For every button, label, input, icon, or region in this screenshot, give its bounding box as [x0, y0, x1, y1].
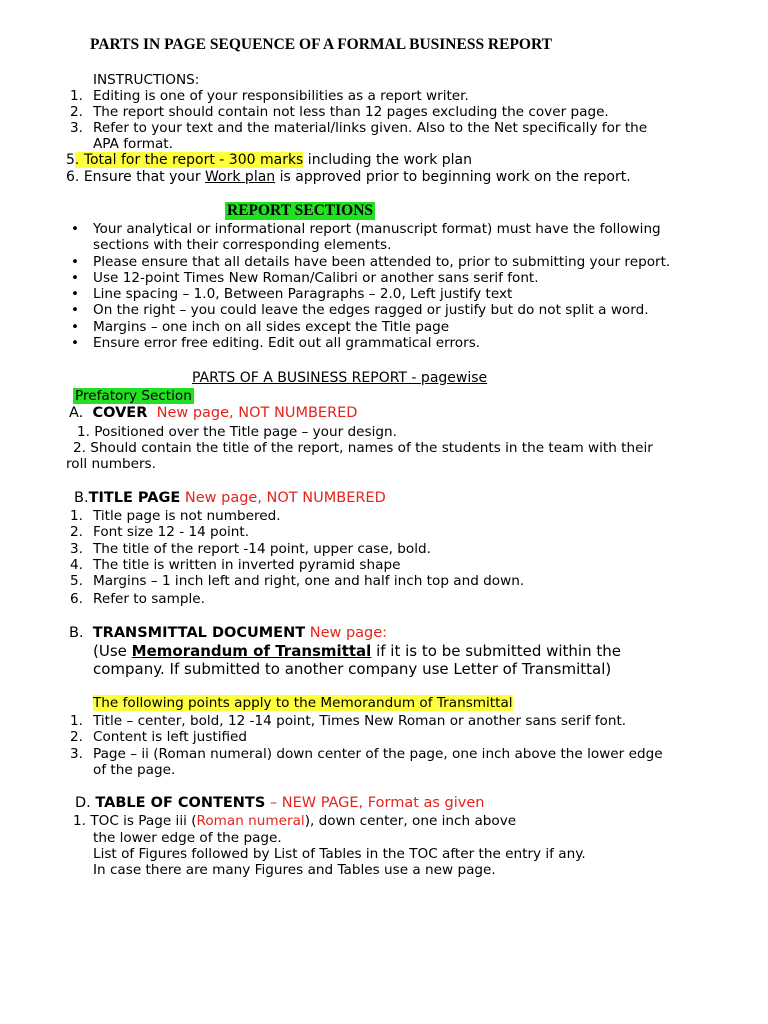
bullet-text: Ensure error free editing. Edit out all grammatical errors.	[93, 335, 481, 351]
work-plan-underlined: Work plan	[205, 169, 276, 185]
roman-numeral-note: Roman numeral	[196, 813, 305, 829]
section-title: TABLE OF CONTENTS	[95, 795, 266, 811]
bullet-icon: •	[71, 335, 80, 351]
title-page-num: 3.	[70, 541, 83, 557]
title-page-item: Refer to sample.	[93, 591, 205, 607]
instruction-num: 6.	[66, 169, 80, 185]
instruction-text: The report should contain not less than 12 pages excluding the cover page.	[93, 104, 609, 120]
transmittal-text: (Use	[93, 642, 132, 660]
section-note: New page, NOT NUMBERED	[184, 490, 386, 506]
instruction-num: 2.	[70, 104, 83, 120]
instruction-num: 1.	[70, 88, 83, 104]
bullet-icon: •	[71, 254, 80, 270]
transmittal-line: company. If submitted to another company use Letter of Transmittal)	[93, 660, 612, 678]
transmittal-num: 3.	[70, 746, 83, 762]
bullet-icon: •	[71, 221, 80, 237]
instruction-item-6	[66, 169, 631, 185]
toc-text: TOC is Page iii (	[90, 813, 197, 829]
instruction-item-5	[66, 152, 472, 168]
toc-heading	[75, 795, 484, 811]
bullet-icon: •	[71, 286, 80, 302]
memorandum-highlight: The following points apply to the Memorandum of Transmittal	[93, 695, 513, 711]
bullet-text: On the right – you could leave the edges ragged or justify but do not split a word.	[93, 302, 649, 318]
bullet-text: Please ensure that all details have been attended to, prior to submitting your report.	[93, 254, 671, 270]
toc-num: 1.	[73, 813, 86, 829]
transmittal-heading	[69, 625, 387, 641]
title-page-item: The title is written in inverted pyramid shape	[93, 557, 401, 573]
section-letter: B.	[74, 490, 89, 506]
section-title: TRANSMITTAL DOCUMENT	[92, 625, 306, 641]
transmittal-item: Page – ii (Roman numeral) down center of the page, one inch above the lower edge	[93, 746, 663, 762]
marks-highlight: . Total for the report - 300 marks	[74, 152, 304, 168]
transmittal-num: 1.	[70, 713, 83, 729]
cover-heading	[69, 405, 357, 421]
title-page-item: Title page is not numbered.	[93, 508, 281, 524]
toc-line: In case there are many Figures and Tables use a new page.	[93, 862, 496, 878]
parts-heading: PARTS OF A BUSINESS REPORT - pagewise	[192, 370, 488, 386]
section-letter: B.	[69, 625, 84, 641]
prefatory-section-label: Prefatory Section	[75, 388, 192, 404]
bullet-text: Margins – one inch on all sides except the Title page	[93, 319, 450, 335]
title-page-heading	[74, 490, 386, 506]
toc-item	[73, 813, 516, 829]
instruction-text: Editing is one of your responsibilities as a report writer.	[93, 88, 469, 104]
bullet-icon: •	[71, 319, 80, 335]
document-title: PARTS IN PAGE SEQUENCE OF A FORMAL BUSINESS REPORT	[90, 36, 552, 53]
transmittal-text: if it is to be submitted within the	[371, 642, 621, 660]
instruction-text-continued: APA format.	[93, 136, 173, 152]
instruction-text: Ensure that your	[83, 169, 206, 185]
section-letter: D.	[75, 795, 91, 811]
title-page-item: Font size 12 - 14 point.	[93, 524, 250, 540]
instruction-num: 3.	[70, 120, 83, 136]
transmittal-num: 2.	[70, 729, 83, 745]
cover-item: 1. Positioned over the Title page – your design.	[77, 424, 397, 440]
bullet-text-continued: sections with their corresponding elements.	[93, 237, 392, 253]
bullet-icon: •	[71, 270, 80, 286]
section-note: New page:	[309, 625, 388, 641]
toc-line: the lower edge of the page.	[93, 830, 282, 846]
title-page-num: 1.	[70, 508, 83, 524]
toc-line: List of Figures followed by List of Tables in the TOC after the entry if any.	[93, 846, 586, 862]
bullet-text: Use 12-point Times New Roman/Calibri or another sans serif font.	[93, 270, 539, 286]
bullet-text: Your analytical or informational report (manuscript format) must have the following	[93, 221, 661, 237]
bullet-text: Line spacing – 1.0, Between Paragraphs – 2.0, Left justify text	[93, 286, 513, 302]
title-page-item: Margins – 1 inch left and right, one and half inch top and down.	[93, 573, 525, 589]
title-page-item: The title of the report -14 point, upper case, bold.	[93, 541, 431, 557]
title-page-num: 2.	[70, 524, 83, 540]
section-letter: A.	[69, 405, 84, 421]
section-title: TITLE PAGE	[88, 490, 181, 506]
instruction-text: is approved prior to beginning work on the report.	[275, 169, 631, 185]
section-note: NEW PAGE, Format as given	[281, 795, 485, 811]
instruction-text: Refer to your text and the material/links given. Also to the Net specifically for the	[93, 120, 648, 136]
title-page-num: 5.	[70, 573, 83, 589]
section-dash: –	[269, 795, 278, 811]
transmittal-item: Title – center, bold, 12 -14 point, Times New Roman or another sans serif font.	[93, 713, 627, 729]
instruction-text: including the work plan	[303, 152, 473, 168]
title-page-num: 6.	[70, 591, 83, 607]
bullet-icon: •	[71, 302, 80, 318]
report-sections-heading: REPORT SECTIONS	[227, 202, 374, 219]
instructions-heading: INSTRUCTIONS:	[93, 72, 200, 88]
toc-text: ), down center, one inch above	[304, 813, 517, 829]
transmittal-line	[93, 643, 621, 659]
transmittal-item: Content is left justified	[93, 729, 248, 745]
title-page-num: 4.	[70, 557, 83, 573]
cover-item-continued: roll numbers.	[66, 456, 156, 472]
instruction-num: 5	[66, 152, 75, 168]
transmittal-item-continued: of the page.	[93, 762, 176, 778]
cover-item: 2. Should contain the title of the report, names of the students in the team with their	[73, 440, 653, 456]
section-note: New page, NOT NUMBERED	[156, 405, 358, 421]
memorandum-term: Memorandum of Transmittal	[131, 642, 372, 660]
section-title: COVER	[92, 405, 148, 421]
